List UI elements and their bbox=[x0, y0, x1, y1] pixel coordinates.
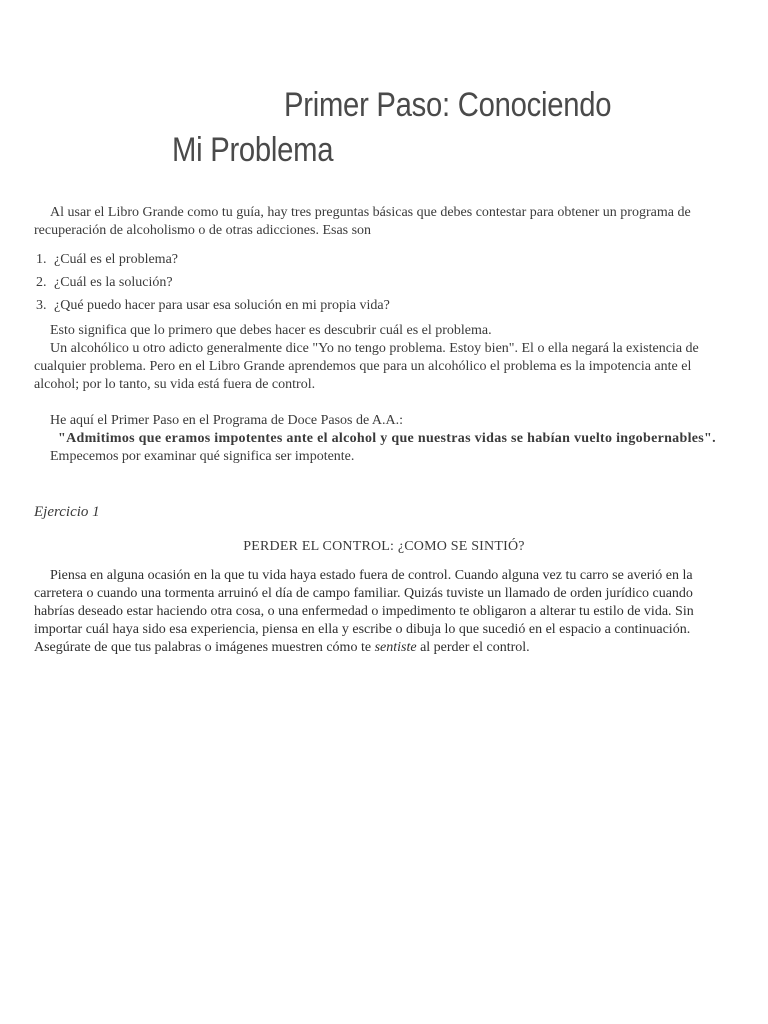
list-item-number: 1. bbox=[36, 252, 47, 267]
list-item bbox=[36, 248, 390, 271]
list-item-number: 3. bbox=[36, 298, 47, 313]
exercise-paragraph bbox=[34, 567, 736, 657]
exercise-text-after: al perder el control. bbox=[416, 640, 530, 655]
problem-line-2: Un alcohólico u otro adicto generalmente dice "Yo no tengo problema. Estoy bien". El o ella negará la existencia de cualquier problema. Pero en el Libro Grande aprendemos que para un alcohólico el problema es la impotencia ante el alcohol; por lo tanto, su vida está fuera de control. bbox=[34, 341, 699, 392]
first-step-quote: "Admitimos que eramos impotentes ante el alcohol y que nuestras vidas se habían vuelto ingobernables". bbox=[58, 431, 716, 446]
first-step-intro: He aquí el Primer Paso en el Programa de Doce Pasos de A.A.: bbox=[50, 413, 404, 428]
first-step-section bbox=[34, 412, 736, 466]
problem-line-1: Esto significa que lo primero que debes hacer es descubrir cuál es el problema. bbox=[50, 323, 492, 338]
section-heading: PERDER EL CONTROL: ¿COMO SE SINTIÓ? bbox=[243, 539, 525, 554]
list-item bbox=[36, 271, 390, 294]
list-item-text: ¿Cuál es la solución? bbox=[54, 275, 173, 290]
list-item-number: 2. bbox=[36, 275, 47, 290]
intro-paragraph: Al usar el Libro Grande como tu guía, hay tres preguntas básicas que debes contestar para obtener un programa de recuperación de alcoholismo o de otras adicciones. Esas son bbox=[34, 205, 691, 238]
questions-list bbox=[36, 248, 390, 317]
problem-paragraph bbox=[34, 322, 736, 394]
list-item-text: ¿Qué puedo hacer para usar esa solución en mi propia vida? bbox=[54, 298, 390, 313]
first-step-follow: Empecemos por examinar qué significa ser impotente. bbox=[50, 449, 355, 464]
exercise-label: Ejercicio 1 bbox=[34, 504, 100, 520]
list-item bbox=[36, 294, 390, 317]
page-title-line-2: Mi Problema bbox=[172, 131, 334, 169]
exercise-text-emphasis: sentiste bbox=[374, 640, 417, 655]
page-title-line-1: Primer Paso: Conociendo bbox=[284, 86, 612, 124]
list-item-text: ¿Cuál es el problema? bbox=[54, 252, 179, 267]
exercise-text-before: Piensa en alguna ocasión en la que tu vida haya estado fuera de control. Cuando alguna vez tu carro se averió en la carretera o cuando una tormenta arruinó el día de campo familiar. Quizás tuviste un llamado de orden jurídico cuando habrías deseado estar haciendo otra cosa, o una enfermedad o impedimento te obligaron a alterar tu estilo de vida. Sin importar cuál haya sido esa experiencia, piensa en ella y escribe o dibuja lo que sucedió en el espacio a continuación. Asegúrate de que tus palabras o imágenes muestren cómo te bbox=[34, 568, 694, 655]
